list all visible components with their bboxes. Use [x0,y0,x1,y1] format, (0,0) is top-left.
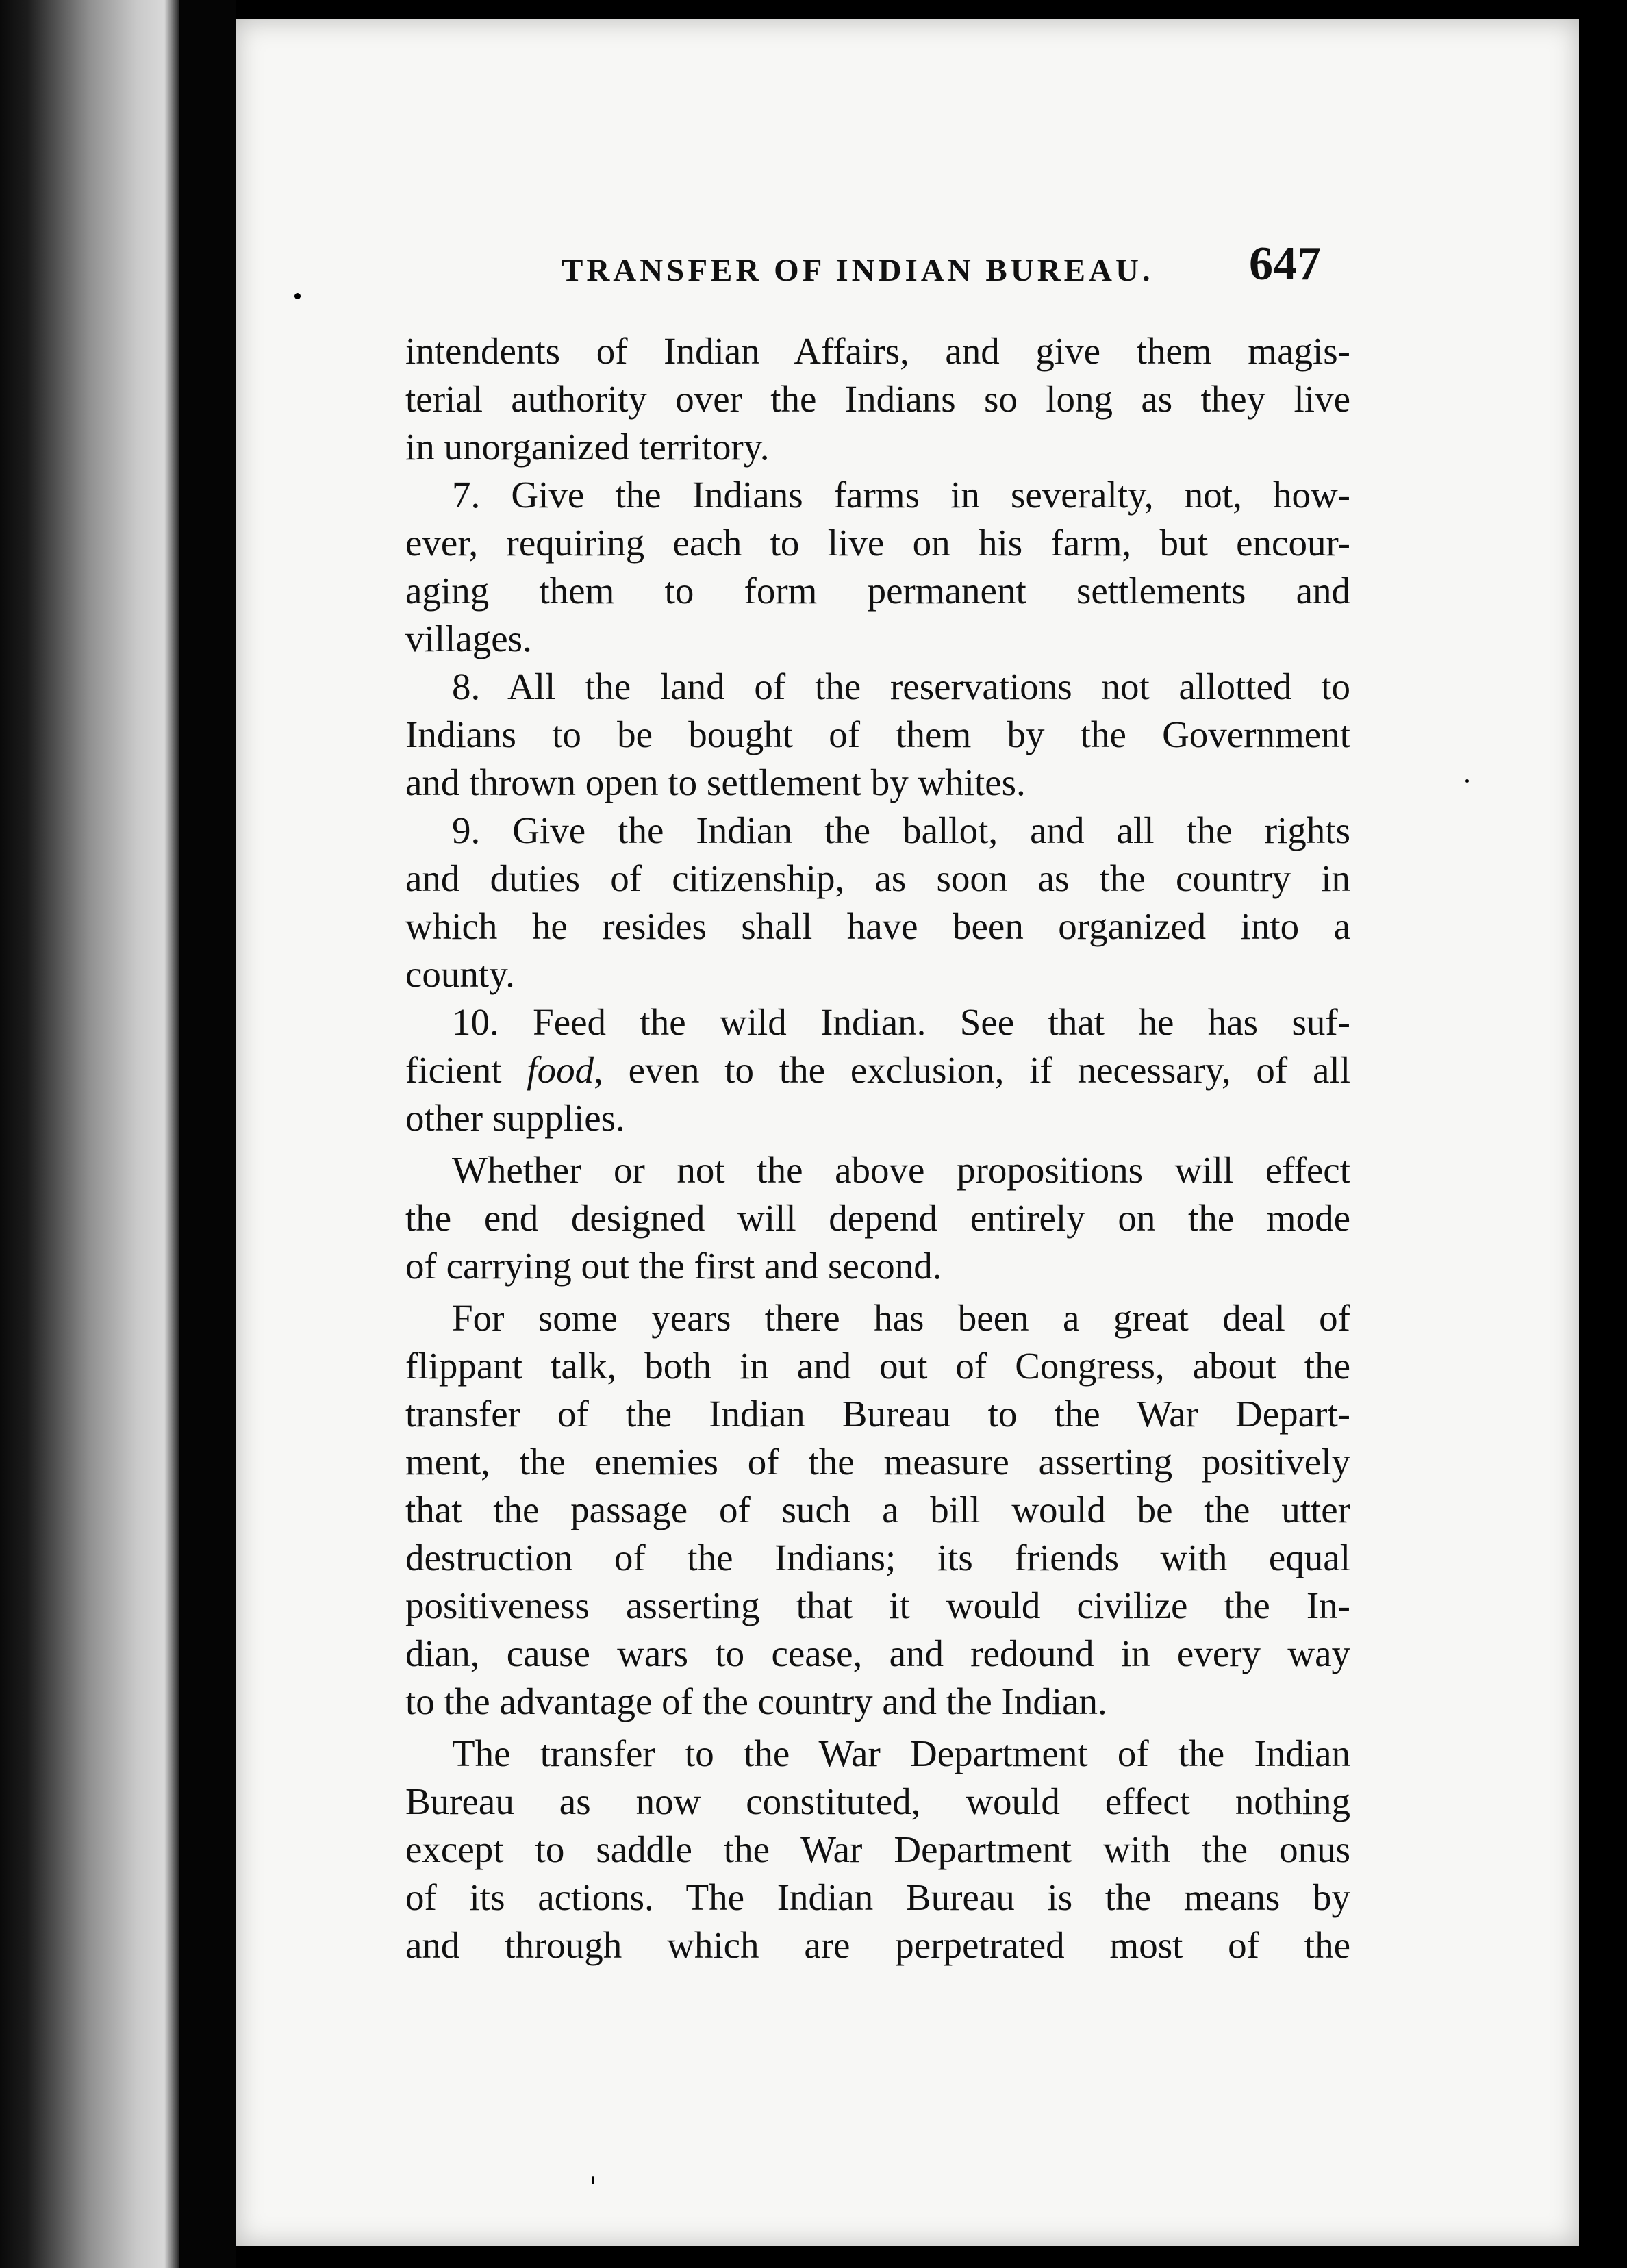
text-line: 9. Give the Indian the ballot, and all the rights [452,809,1350,851]
text-line: Indians to be bought of them by the Government [405,714,1350,755]
text-line: except to saddle the War Department with the onus [405,1828,1350,1870]
facing-page-edge [0,0,179,2268]
text-line: For some years there has been a great deal of [452,1297,1350,1339]
text-line: aging them to form permanent settlements and [405,570,1350,612]
text-line: and thrown open to settlement by whites. [405,761,1026,803]
ink-speck [1465,779,1469,783]
text-line: which he resides shall have been organized into a [405,905,1350,947]
body-text [405,327,1350,1969]
text-line [405,1046,1350,1094]
running-head [562,237,1589,299]
text-line: ever, requiring each to live on his farm, but encour- [405,522,1350,564]
text-line: intendents of Indian Affairs, and give them magis- [405,330,1350,372]
text-line: terial authority over the Indians so long as they live [405,378,1350,420]
text-line: The transfer to the War Department of the Indian [452,1732,1350,1774]
text-line: ment, the enemies of the measure asserting positively [405,1441,1350,1483]
page-number: 647 [1249,238,1321,290]
text-line: Whether or not the above propositions will effect [452,1149,1350,1191]
text-line: dian, cause wars to cease, and redound in every way [405,1633,1350,1674]
running-title: TRANSFER OF INDIAN BUREAU. [562,253,1154,288]
book-page [236,19,1579,2246]
text-line: villages. [405,618,532,659]
text-fragment: ficient [405,1049,527,1091]
text-line: and through which are perpetrated most of the [405,1924,1350,1966]
text-line: to the advantage of the country and the Indian. [405,1680,1107,1722]
italic-word: food [527,1049,594,1091]
text-fragment: , even to the exclusion, if necessary, of all [594,1049,1350,1091]
text-line: flippant talk, both in and out of Congress, about the [405,1345,1350,1387]
ink-speck [294,293,301,299]
text-line: transfer of the Indian Bureau to the War Depart- [405,1393,1350,1435]
text-line: other supplies. [405,1097,625,1139]
ink-speck [592,2176,594,2184]
text-line: destruction of the Indians; its friends with equal [405,1537,1350,1578]
text-line: Bureau as now constituted, would effect nothing [405,1780,1350,1822]
binding-gutter [179,0,236,2268]
text-line: 10. Feed the wild Indian. See that he has suf- [452,1001,1350,1043]
text-line: and duties of citizenship, as soon as the country in [405,857,1350,899]
text-line: county. [405,953,515,995]
text-line: that the passage of such a bill would be the utter [405,1489,1350,1530]
text-line: 8. All the land of the reservations not allotted to [452,666,1350,707]
text-line: in unorganized territory. [405,426,770,468]
text-line: 7. Give the Indians farms in severalty, not, how- [452,474,1350,516]
text-line: the end designed will depend entirely on the mode [405,1197,1350,1239]
text-line: of carrying out the first and second. [405,1245,942,1287]
text-line: of its actions. The Indian Bureau is the means by [405,1876,1350,1918]
scan-border [1579,0,1627,2268]
text-line: positiveness asserting that it would civilize the In- [405,1585,1350,1626]
